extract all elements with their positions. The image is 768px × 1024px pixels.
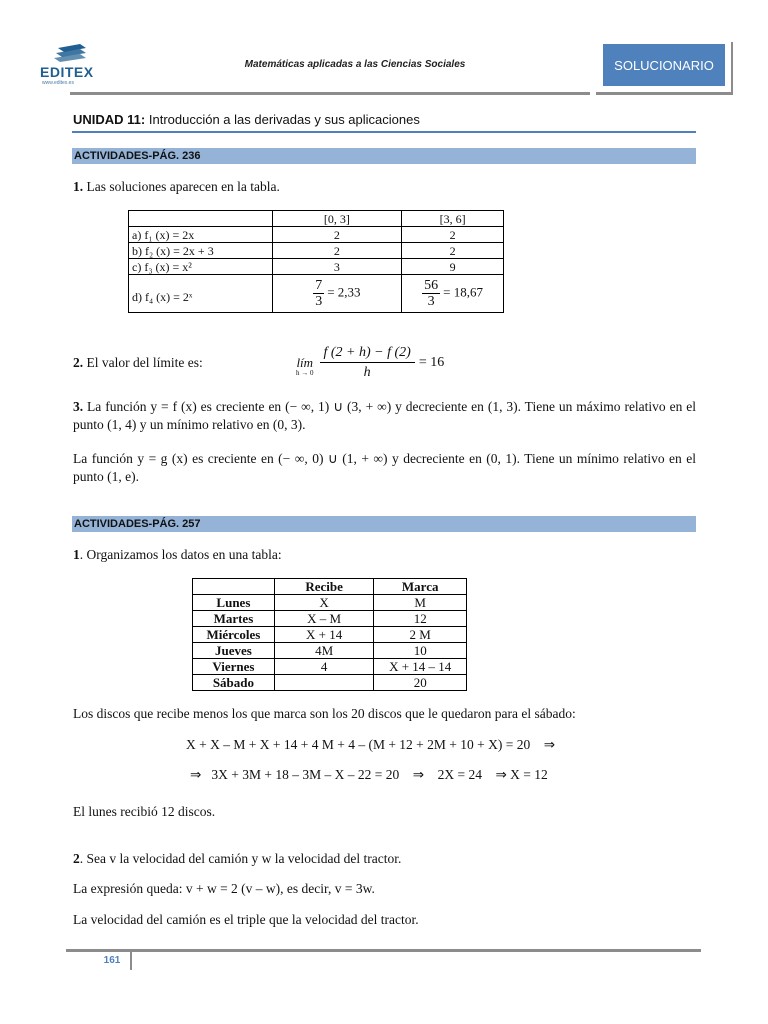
table-cell: X + 14 – 14 [374, 659, 467, 675]
table-cell [129, 211, 273, 227]
s2-q2-num: 2 [73, 851, 80, 866]
s1-q3-num: 3. [73, 399, 84, 414]
table-cell: X + 14 [274, 627, 374, 643]
table-header: [0, 3] [272, 211, 402, 227]
limit-operator [296, 356, 314, 378]
lim-text: lím [296, 354, 314, 370]
unit-label: UNIDAD 11: [73, 112, 146, 127]
table-header: Recibe [274, 579, 374, 595]
table-row [193, 595, 467, 611]
table-row [193, 627, 467, 643]
badge-rule [596, 92, 733, 95]
s2-q1-text: . Organizamos los datos en una tabla: [79, 547, 282, 562]
table-cell: 3 [272, 259, 402, 275]
discs-table [192, 578, 467, 691]
s1-q3-p2: La función y = g (x) es creciente en (− ∞, 0) ∪ (1, + ∞) y decreciente en (0, 1). Tiene un mínimo relativo en el punto (1, e). [73, 451, 696, 484]
table-cell [272, 275, 402, 313]
fraction-value: = 18,67 [443, 284, 484, 300]
s2-q1-num: 1 [73, 547, 80, 562]
table-cell: 20 [374, 675, 467, 691]
s1-q2-text: El valor del límite es: [86, 355, 203, 370]
unit-title [73, 112, 420, 127]
derivatives-table [128, 210, 504, 313]
section-heading-236: ACTIVIDADES-PÁG. 236 [72, 148, 696, 164]
s2-q1 [73, 546, 282, 564]
logo-text: EDITEX [40, 64, 94, 80]
table-cell: 10 [374, 643, 467, 659]
s2-q2 [73, 850, 401, 868]
table-row-header: Miércoles [193, 627, 275, 643]
s2-p1: Los discos que recibe menos los que marca son los 20 discos que le quedaron para el sábado: [73, 706, 576, 721]
table-row [129, 243, 504, 259]
table-row [129, 211, 504, 227]
table-cell: 2 [272, 227, 402, 243]
s2-p2: El lunes recibió 12 discos. [73, 804, 216, 819]
table-cell: a) f₁ (x) = 2x [129, 227, 273, 243]
s1-q3 [73, 398, 696, 434]
table-cell: 4M [274, 643, 374, 659]
s2-q2-p1: La expresión queda: v + w = 2 (v – w), es decir, v = 3w. [73, 881, 375, 896]
limit-numerator: f (2 + h) − f (2) [320, 343, 415, 363]
table-cell: 2 [272, 243, 402, 259]
badge-divider [731, 42, 733, 94]
limit-denominator: h [363, 365, 371, 380]
section-heading-257: ACTIVIDADES-PÁG. 257 [72, 516, 696, 532]
table-cell [274, 675, 374, 691]
table-header [193, 579, 275, 595]
table-cell: 9 [402, 259, 504, 275]
fraction-num: 7 [315, 278, 323, 293]
table-row [129, 259, 504, 275]
table-row [193, 579, 467, 595]
equation-2: ⇒ 3X + 3M + 18 – 3M – X – 22 = 20 ⇒ 2X = 24 ⇒ X = 12 [190, 767, 548, 782]
fraction [422, 278, 440, 309]
page-number-divider [130, 952, 132, 970]
table-row [129, 275, 504, 313]
table-row-header: Sábado [193, 675, 275, 691]
s1-q1 [73, 178, 280, 196]
table-row-header: Jueves [193, 643, 275, 659]
table-cell: 2 [402, 227, 504, 243]
unit-name: Introducción a las derivadas y sus aplicaciones [148, 112, 420, 127]
table-row [193, 643, 467, 659]
equation-1: X + X – M + X + 14 + 4 M + 4 – (M + 12 + 2M + 10 + X) = 20 ⇒ [186, 737, 556, 752]
header-title: Matemáticas aplicadas a las Ciencias Sociales [244, 59, 466, 70]
table-row-header: Martes [193, 611, 275, 627]
solucionario-badge: SOLUCIONARIO [603, 44, 725, 86]
fraction-den: 3 [315, 294, 323, 309]
s1-q3-p1: La función y = f (x) es creciente en (− ∞, 1) ∪ (3, + ∞) y decreciente en (1, 3). Tiene un máximo relativo en el punto (1, 4) y un mínimo relativo en (0, 3). [73, 399, 697, 432]
limit-expression [296, 343, 444, 382]
fraction-den: 3 [427, 294, 435, 309]
table-row [193, 611, 467, 627]
table-row [193, 659, 467, 675]
footer-rule [66, 949, 701, 952]
fraction-value: = 2,33 [327, 284, 361, 300]
fraction [313, 278, 324, 309]
unit-rule [72, 131, 696, 133]
table-cell: b) f₂ (x) = 2x + 3 [129, 243, 273, 259]
table-cell: d) f₄ (x) = 2ˣ [129, 275, 273, 313]
table-cell [402, 275, 504, 313]
table-cell: M [374, 595, 467, 611]
logo-url: www.editex.es [42, 80, 74, 86]
limit-fraction [320, 343, 415, 382]
table-header: Marca [374, 579, 467, 595]
s2-q2-text: . Sea v la velocidad del camión y w la velocidad del tractor. [79, 851, 402, 866]
table-row-header: Lunes [193, 595, 275, 611]
s1-q2-num: 2. [73, 355, 84, 370]
table-cell: X [274, 595, 374, 611]
table-row [193, 675, 467, 691]
fraction-num: 56 [424, 278, 439, 293]
page-number: 161 [103, 955, 121, 966]
table-cell: 4 [274, 659, 374, 675]
header-rule [70, 92, 590, 95]
s1-q1-text: Las soluciones aparecen en la tabla. [86, 179, 280, 194]
table-row [129, 227, 504, 243]
limit-result: = 16 [418, 354, 445, 370]
table-cell: c) f₃ (x) = x² [129, 259, 273, 275]
table-row-header: Viernes [193, 659, 275, 675]
s1-q2 [73, 354, 203, 372]
s1-q1-num: 1. [73, 179, 84, 194]
table-header: [3, 6] [402, 211, 504, 227]
table-cell: 2 [402, 243, 504, 259]
s2-q2-p2: La velocidad del camión es el triple que la velocidad del tractor. [73, 912, 419, 927]
table-cell: 12 [374, 611, 467, 627]
table-cell: 2 M [374, 627, 467, 643]
lim-sub: h → 0 [296, 368, 314, 377]
table-cell: X – M [274, 611, 374, 627]
